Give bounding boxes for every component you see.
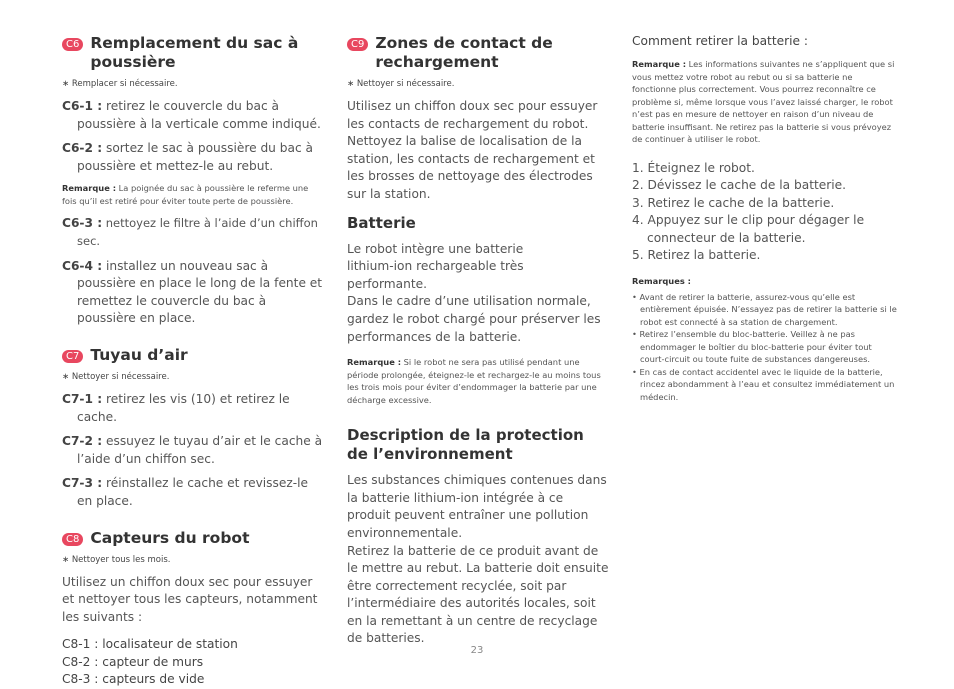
section-title: Capteurs du robot bbox=[90, 528, 250, 547]
remarks-list bbox=[632, 291, 897, 404]
steps-list bbox=[632, 160, 897, 266]
frequency-note: ∗ Remplacer si nécessaire. bbox=[62, 79, 178, 89]
list-item: • Retirez l’ensemble du bloc-batterie. Veillez à ne pas endommager le boîtier du bloc-batterie pour éviter tout court-circuit ou toute fuite de substances dangereuses. bbox=[632, 329, 872, 365]
frequency-note: ∗ Nettoyer si nécessaire. bbox=[62, 371, 170, 382]
star-icon: ∗ bbox=[62, 79, 70, 89]
section-badge: C8 bbox=[62, 533, 83, 546]
list-item: 4. Appuyez sur le clip pour dégager le connecteur de la batterie. bbox=[632, 213, 865, 245]
section-c9-header bbox=[347, 34, 609, 72]
step-item: C6-3 : nettoyez le filtre à l’aide d’un chiffon sec. bbox=[62, 216, 318, 248]
list-item: 2. Dévissez le cache de la batterie. bbox=[632, 178, 847, 193]
remark: Remarque : La poignée du sac à poussière le referme une fois qu’il est retiré pour éviter toute perte de poussière. bbox=[62, 183, 309, 206]
section-badge: C9 bbox=[347, 38, 368, 51]
list-item: 3. Retirez le cache de la batterie. bbox=[632, 195, 835, 210]
heading-batterie: Batterie bbox=[347, 213, 416, 232]
column-left bbox=[62, 34, 324, 689]
list-item: C8-3 : capteurs de vide bbox=[62, 672, 205, 687]
star-icon: ∗ bbox=[62, 554, 70, 565]
step-item: C7-1 : retirez les vis (10) et retirez le cache. bbox=[62, 391, 290, 424]
list-item: C8-2 : capteur de murs bbox=[62, 654, 204, 669]
paragraph: Le robot intègre une batterie lithium-ion rechargeable très performante. bbox=[347, 241, 524, 291]
remark: Remarque : Les informations suivantes ne s’appliquent que si vous mettez votre robot au rebut ou si sa batterie ne fonctionne plus correctement. Vous pourrez reconnaître ce problème si, même lorsque vous l’avez laissé charger, le robot n’est pas en mesure de nettoyer en raison d’un niveau de batterie insuffisant. Ne retirez pas la batterie si vous prévoyez de continuer à utiliser le robot. bbox=[632, 59, 895, 144]
section-c6-header bbox=[62, 34, 324, 72]
step-item: C7-3 : réinstallez le cache et revissez-le en place. bbox=[62, 476, 309, 508]
subheading-remove-battery: Comment retirer la batterie : bbox=[632, 34, 808, 48]
list-item: 5. Retirez la batterie. bbox=[632, 248, 761, 263]
star-icon: ∗ bbox=[347, 79, 355, 89]
section-title: Zones de contact de rechargement bbox=[375, 34, 553, 71]
list-item: C8-1 : localisateur de station bbox=[62, 637, 238, 652]
section-c7-header bbox=[62, 346, 324, 365]
paragraph: Utilisez un chiffon doux sec pour essuyer les contacts de rechargement du robot. Nettoyez la balise de localisation de la station, les contacts de rechargement et les brosses de nettoyage des électrodes sur la station. bbox=[347, 99, 598, 201]
remarks-title: Remarques : bbox=[632, 276, 691, 287]
heading-environment: Description de la protection de l’environnement bbox=[347, 426, 584, 464]
section-title: Tuyau d’air bbox=[90, 345, 188, 364]
section-badge: C6 bbox=[62, 38, 83, 51]
step-item: C7-2 : essuyez le tuyau d’air et le cache à l’aide d’un chiffon sec. bbox=[62, 434, 323, 466]
list-item: 1. Éteignez le robot. bbox=[632, 160, 755, 175]
frequency-note: ∗ Nettoyer si nécessaire. bbox=[347, 79, 455, 89]
paragraph: Dans le cadre d’une utilisation normale, gardez le robot chargé pour préserver les performances de la batterie. bbox=[347, 294, 601, 344]
paragraph: Les substances chimiques contenues dans la batterie lithium-ion intégrée à ce produit peuvent entraîner une pollution environnementale. bbox=[347, 473, 607, 540]
frequency-note: ∗ Nettoyer tous les mois. bbox=[62, 554, 171, 565]
page-number: 23 bbox=[470, 645, 484, 656]
step-item: C6-2 : sortez le sac à poussière du bac à poussière et mettez-le au rebut. bbox=[62, 141, 314, 173]
section-c8-header bbox=[62, 529, 324, 548]
section-badge: C7 bbox=[62, 350, 83, 363]
paragraph: Retirez la batterie de ce produit avant de le mettre au rebut. La batterie doit ensuite être correctement recyclée, soit par l’intermédiaire des autorités locales, soit en la remettant à un centre de recyclage de batteries. bbox=[347, 543, 609, 646]
step-item: C6-1 : retirez le couvercle du bac à poussière à la verticale comme indiqué. bbox=[62, 99, 321, 131]
star-icon: ∗ bbox=[62, 371, 70, 382]
section-title: Remplacement du sac à poussière bbox=[90, 34, 299, 71]
list-item: • Avant de retirer la batterie, assurez-vous qu’elle est entièrement épuisée. N’essayez pas de retirer la batterie si le robot est connecté à sa station de chargement. bbox=[632, 291, 897, 327]
paragraph: Utilisez un chiffon doux sec pour essuyer et nettoyer tous les capteurs, notamment les suivants : bbox=[62, 574, 318, 624]
step-item: C6-4 : installez un nouveau sac à poussière en place le long de la fente et remettez le couvercle du bac à poussière en place. bbox=[62, 258, 323, 326]
column-middle bbox=[347, 34, 609, 654]
list-item: • En cas de contact accidentel avec le liquide de la batterie, rincez abondamment à l’eau et consultez immédiatement un médecin. bbox=[632, 366, 895, 402]
column-right bbox=[632, 34, 897, 403]
remark: Remarque : Si le robot ne sera pas utilisé pendant une période prolongée, éteignez-le et rechargez-le au moins tous les trois mois pour éviter d’endommager la batterie par une décharge excessive. bbox=[347, 357, 601, 405]
